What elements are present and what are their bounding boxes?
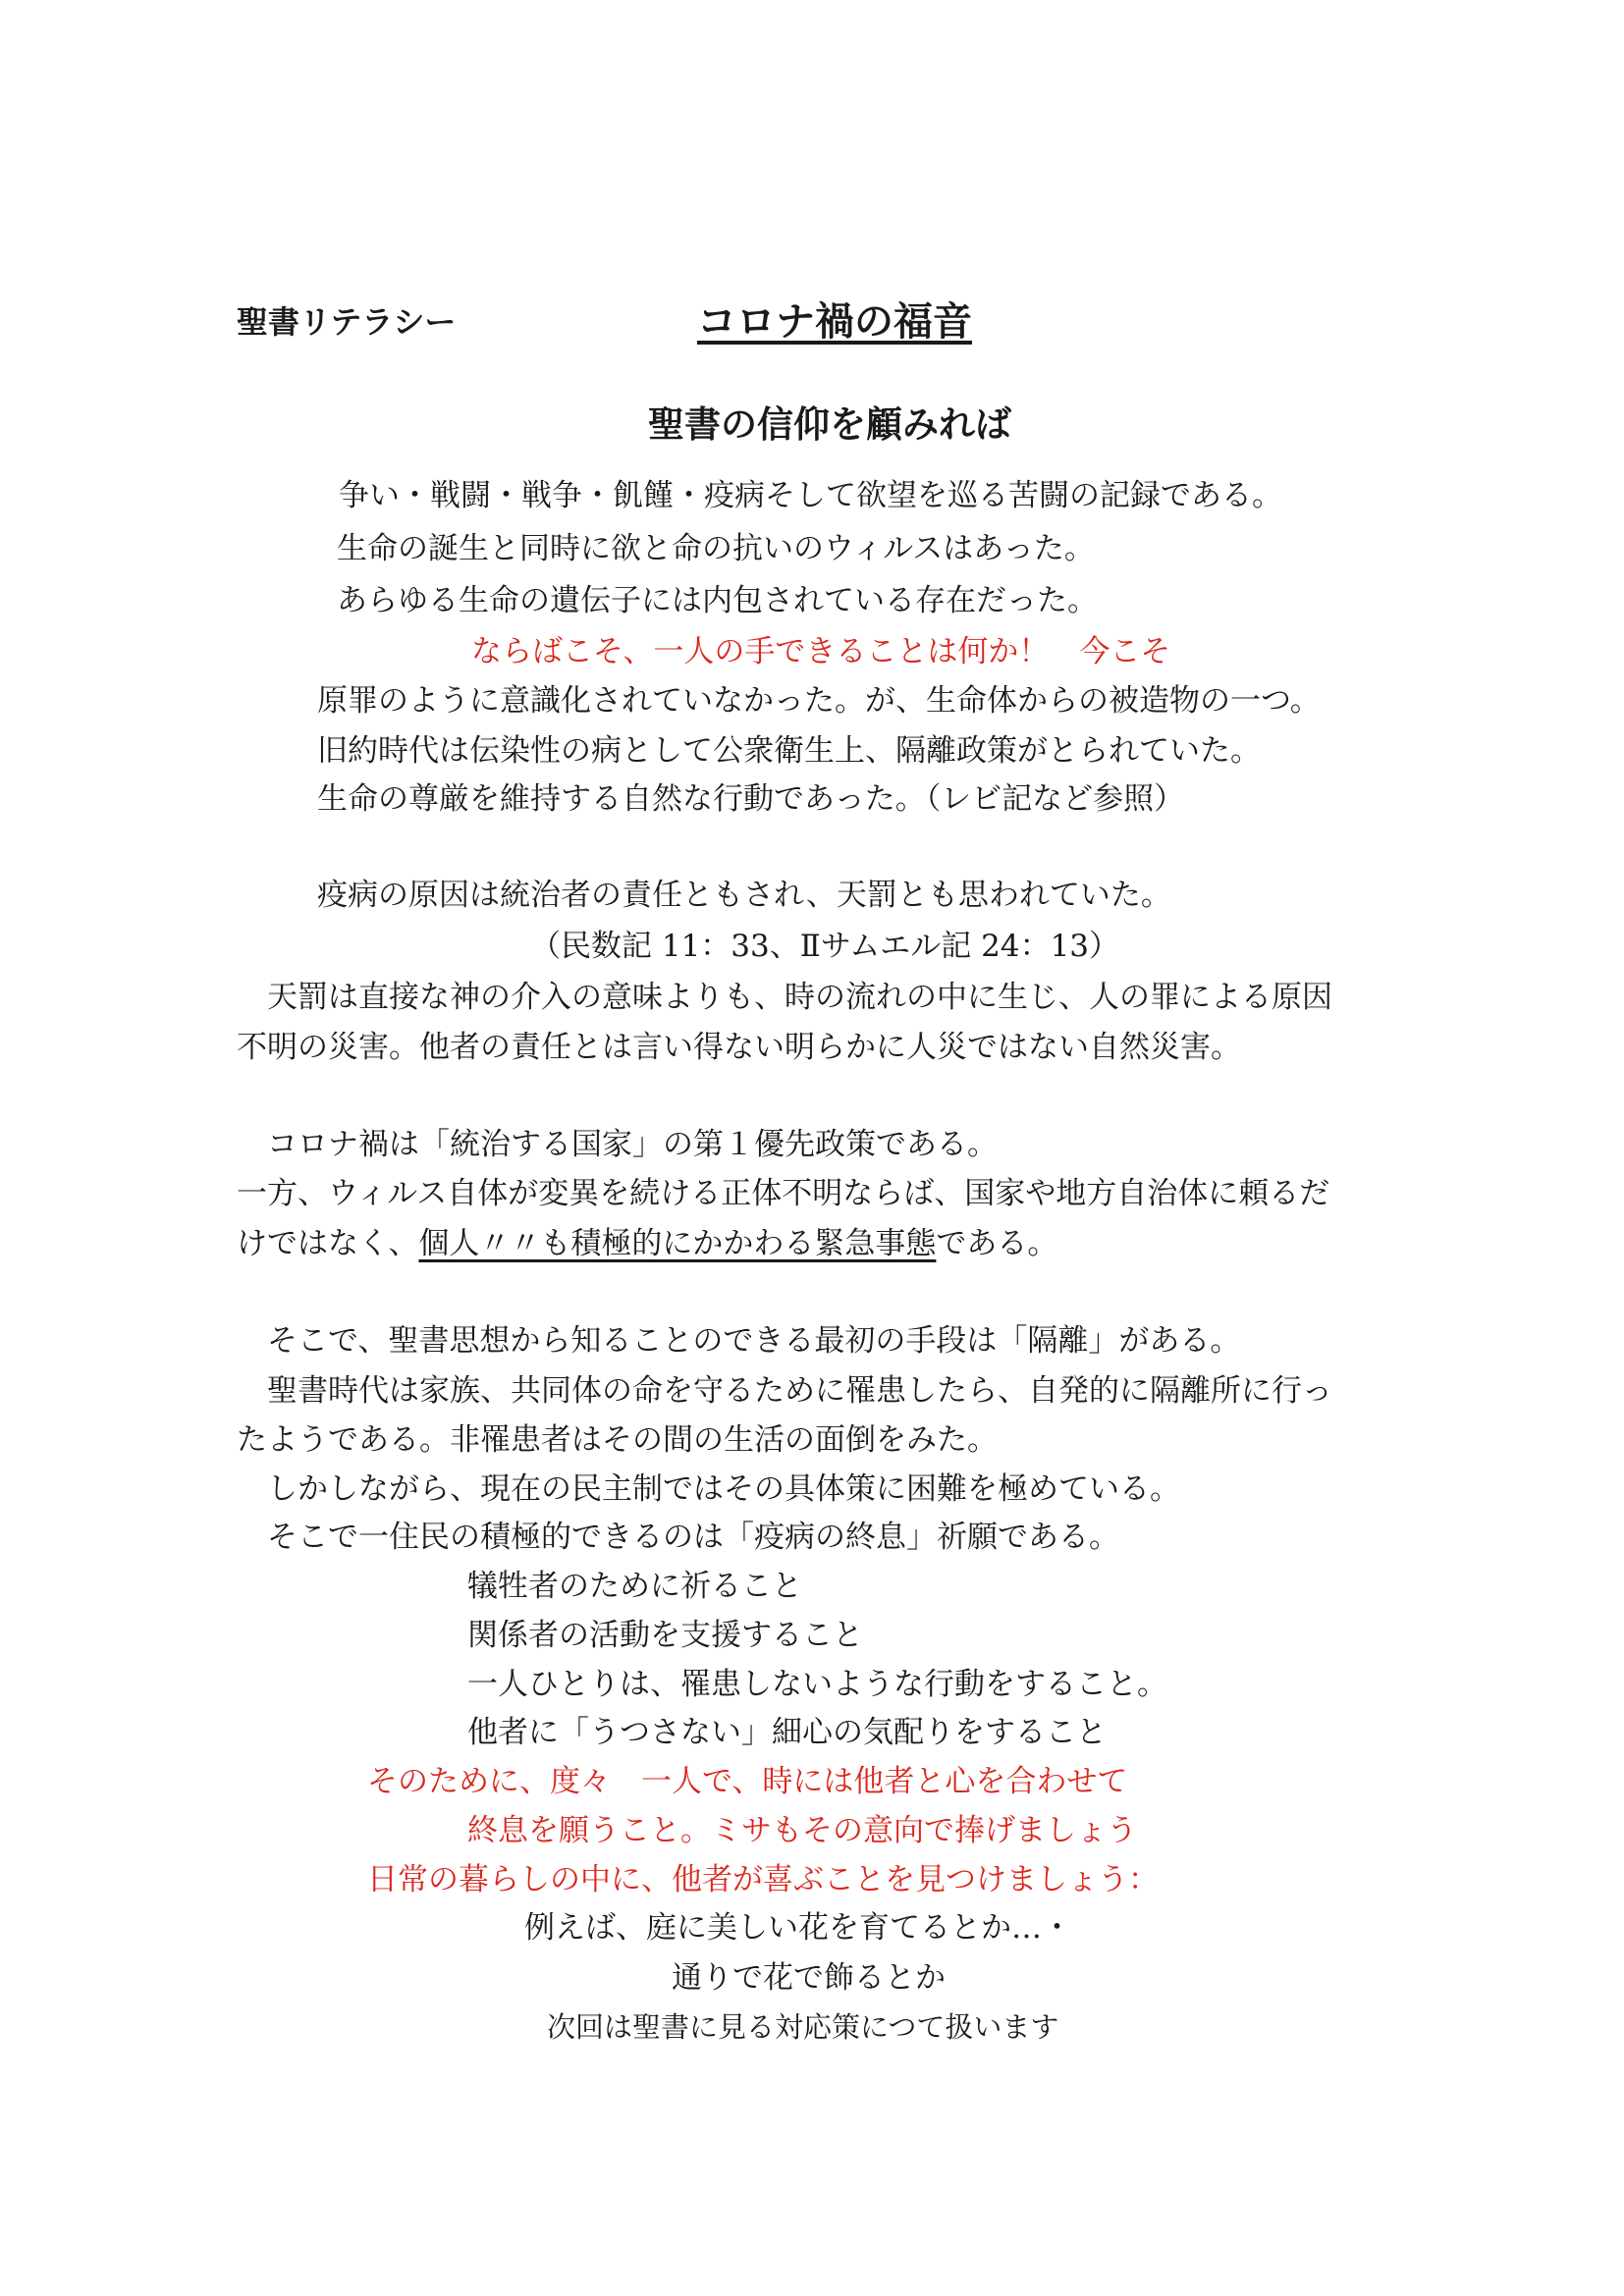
section4-line-3-end: である。 bbox=[936, 1226, 1058, 1261]
section5-line-2: 聖書時代は家族、共同体の命を守るために罹患したら、自発的に隔離所に行っ bbox=[267, 1373, 1332, 1409]
section3-line-2: 天罰は直接な神の介入の意味よりも、時の流れの中に生じ、人の罪による原因 bbox=[267, 980, 1332, 1015]
prayer-item-2: 関係者の活動を支援すること bbox=[467, 1618, 863, 1653]
section5-line-1: そこで、聖書思想から知ることのできる最初の手段は「隔離」がある。 bbox=[267, 1323, 1241, 1359]
section2-line-2: 旧約時代は伝染性の病として公衆衛生上、隔離政策がとられていた。 bbox=[317, 733, 1261, 769]
section4-line-1: コロナ禍は「統治する国家」の第１優先政策である。 bbox=[267, 1127, 998, 1162]
series-label: 聖書リテラシー bbox=[237, 303, 457, 341]
section1-line-2: 生命の誕生と同時に欲と命の抗いのウィルスはあった。 bbox=[337, 531, 1095, 566]
section5-line-3: たようである。非罹患者はその間の生活の面倒をみた。 bbox=[237, 1422, 998, 1458]
prayer-item-1: 犠牲者のために祈ること bbox=[467, 1569, 802, 1604]
section1-line-1: 争い・戦闘・戦争・飢饉・疫病そして欲望を巡る苦闘の記録である。 bbox=[339, 478, 1282, 513]
section5-line-4: しかしながら、現在の民主制ではその具体策に困難を極めている。 bbox=[267, 1471, 1180, 1507]
prayer-item-3: 一人ひとりは、罹患しないような行動をすること。 bbox=[467, 1667, 1167, 1702]
prayer-item-4: 他者に「うつさない」細心の気配りをすること bbox=[467, 1715, 1107, 1750]
page-title: コロナ禍の福音 bbox=[697, 298, 972, 345]
section5-line-5: そこで一住民の積極的できるのは「疫病の終息」祈願である。 bbox=[267, 1520, 1119, 1555]
section2-line-1: 原罪のように意識化されていなかった。が、生命体からの被造物の一つ。 bbox=[317, 683, 1321, 719]
emphasized-phrase: 個人〃〃も積極的にかかわる緊急事態 bbox=[418, 1226, 937, 1261]
appeal-line-2: 終息を願うこと。ミサもその意向で捧げましょう bbox=[467, 1813, 1137, 1848]
section3-line-1: 疫病の原因は統治者の責任ともされ、天罰とも思われていた。 bbox=[317, 878, 1171, 913]
section4-line-2: 一方、ウィルス自体が変異を続ける正体不明ならば、国家や地方自治体に頼るだ bbox=[237, 1176, 1330, 1211]
next-notice: 次回は聖書に見る対応策につて扱います bbox=[547, 2010, 1059, 2044]
section3-line-3: 不明の災害。他者の責任とは言い得ない明らかに人災ではない自然災害。 bbox=[237, 1030, 1241, 1065]
section1-line-3: あらゆる生命の遺伝子には内包されている存在だった。 bbox=[337, 583, 1098, 618]
scripture-reference: （民数記 11：33、Ⅱサムエル記 24：13） bbox=[530, 929, 1120, 964]
section4-line-3 bbox=[237, 1224, 1057, 1263]
closing-line-2: 通りで花で飾るとか bbox=[672, 1960, 946, 1996]
section2-line-3: 生命の尊厳を維持する自然な行動であった。（レビ記など参照） bbox=[317, 781, 1185, 817]
section4-line-3-start: けではなく、 bbox=[237, 1226, 419, 1261]
subtitle: 聖書の信仰を顧みれば bbox=[648, 402, 1011, 446]
closing-line-1: 例えば、庭に美しい花を育てるとか…・ bbox=[524, 1910, 1072, 1946]
appeal-line-1: そのために、度々 一人で、時には他者と心を合わせて bbox=[367, 1764, 1128, 1799]
appeal-line-3: 日常の暮らしの中に、他者が喜ぶことを見つけましょう： bbox=[367, 1862, 1159, 1897]
highlight-line: ならばこそ、一人の手できることは何か！ 今こそ bbox=[471, 634, 1171, 669]
